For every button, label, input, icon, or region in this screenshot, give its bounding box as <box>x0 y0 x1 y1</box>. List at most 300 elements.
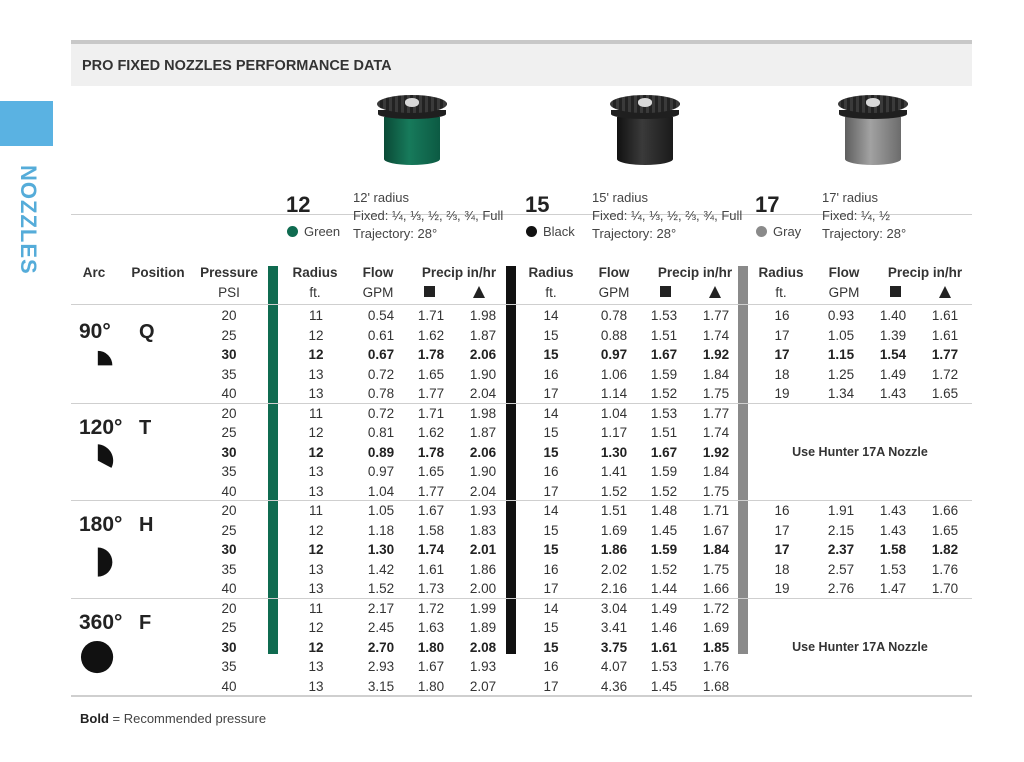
nozzle15-cell: 16 <box>543 464 559 479</box>
header-divider <box>71 304 972 305</box>
nozzle15-cell: 1.76 <box>702 659 730 674</box>
nozzle15-cell: 17 <box>543 678 559 694</box>
nozzle12-cell: 1.83 <box>469 522 497 538</box>
nozzle12-cell: 2.01 <box>469 542 497 557</box>
nozzle12-cell: 2.45 <box>367 620 395 635</box>
nozzle17-cell: 1.43 <box>879 503 907 518</box>
black-nozzle-image <box>610 95 680 167</box>
nozzle15-cell: 1.30 <box>600 444 628 460</box>
nozzle15-cell: 1.44 <box>650 581 678 596</box>
nozzle12-cell: 1.98 <box>469 308 497 323</box>
pressure-psi-cell: 30 <box>221 444 237 460</box>
nozzle15-cell: 1.67 <box>650 347 678 362</box>
nozzle12-cell: 12 <box>308 327 324 343</box>
nozzle12-cell: 0.81 <box>367 425 395 440</box>
pressure-psi-cell: 40 <box>221 483 237 499</box>
nozzle17-cell: 2.76 <box>827 581 855 596</box>
nozzle15-cell: 17 <box>543 386 559 401</box>
square-spacing-icon <box>424 286 435 297</box>
nozzle12-cell: 1.71 <box>417 405 445 421</box>
nozzle17-cell: 1.39 <box>879 327 907 343</box>
square-spacing-icon <box>660 286 671 297</box>
title-bar <box>71 40 972 86</box>
model-color-label <box>756 224 801 239</box>
model-color-name: Green <box>304 224 341 239</box>
model-fixed: Fixed: ¼, ⅓, ½, ⅔, ¾, Full <box>592 208 743 223</box>
nozzle12-cell: 12 <box>308 347 324 362</box>
pressure-psi-cell: 20 <box>221 600 237 616</box>
pressure-header: Pressure <box>200 265 258 280</box>
color-dot-icon <box>526 226 537 237</box>
nozzle15-cell: 1.92 <box>702 444 730 460</box>
nozzle12-cell: 13 <box>308 464 324 479</box>
nozzle15-cell: 1.52 <box>650 386 678 401</box>
nozzle17-cell: 19 <box>774 581 790 596</box>
nozzle12-cell: 11 <box>308 405 323 421</box>
half-circle-icon <box>96 545 116 586</box>
nozzle15-cell: 1.92 <box>702 347 730 362</box>
nozzle12-cell: 12 <box>308 425 324 440</box>
nozzle15-cell: 1.51 <box>600 503 628 518</box>
radius-unit: ft. <box>545 285 557 300</box>
nozzle12-cell: 13 <box>308 386 324 401</box>
nozzle15-cell: 1.84 <box>702 464 730 479</box>
pressure-psi-cell: 40 <box>221 386 237 401</box>
pressure-psi-cell: 30 <box>221 542 237 557</box>
nozzle12-cell: 1.62 <box>417 425 445 440</box>
position-label: H <box>139 514 154 536</box>
pressure-psi-cell: 35 <box>221 561 237 577</box>
nozzle12-cell: 13 <box>308 678 324 694</box>
nozzle12-cell: 0.72 <box>367 366 395 382</box>
table-bottom-rule <box>71 695 972 697</box>
nozzle17-cell: 16 <box>774 308 790 323</box>
position-label: T <box>139 417 152 439</box>
nozzle17-cell: 1.05 <box>827 327 855 343</box>
pressure-psi-cell: 30 <box>221 639 237 655</box>
pressure-psi-cell: 20 <box>221 308 237 323</box>
nozzle15-cell: 15 <box>543 620 559 635</box>
nozzle12-cell: 2.70 <box>367 639 395 655</box>
precip-header: Precip in/hr <box>421 265 497 280</box>
nozzle15-cell: 1.45 <box>650 522 678 538</box>
radius-unit: ft. <box>775 285 787 300</box>
nozzle12-cell: 1.18 <box>367 522 395 538</box>
nozzle17-cell: 0.93 <box>827 308 855 323</box>
model-color-name: Black <box>543 224 575 239</box>
nozzle15-cell: 14 <box>543 308 559 323</box>
nozzle15-cell: 3.41 <box>600 620 628 635</box>
nozzle15-cell: 17 <box>543 483 559 499</box>
nozzle12-cell: 2.07 <box>469 678 497 694</box>
nozzle17-cell: 17 <box>774 347 790 362</box>
use-17a-note: Use Hunter 17A Nozzle <box>792 444 928 459</box>
pressure-psi-cell: 25 <box>221 425 237 440</box>
model-radius: 17' radius <box>822 190 878 205</box>
nozzle15-cell: 1.84 <box>702 542 730 557</box>
nozzle15-cell: 3.04 <box>600 600 628 616</box>
radius-header: Radius <box>528 265 574 280</box>
model-trajectory: Trajectory: 28° <box>353 226 438 241</box>
nozzle15-cell: 15 <box>543 444 559 460</box>
nozzle12-cell: 1.67 <box>417 503 445 518</box>
nozzle17-cell: 1.91 <box>827 503 855 518</box>
nozzle15-cell: 2.02 <box>600 561 628 577</box>
model-fixed: Fixed: ¼, ½ <box>822 208 890 223</box>
model-number: 12 <box>286 192 311 217</box>
triangle-spacing-icon <box>939 286 951 298</box>
model-color-label <box>526 224 575 239</box>
nozzle17-cell: 19 <box>774 386 790 401</box>
nozzle12-cell: 1.05 <box>367 503 395 518</box>
nozzle12-cell: 12 <box>308 444 324 460</box>
nozzle15-cell: 1.66 <box>702 581 730 596</box>
green-column-bar <box>268 266 278 654</box>
nozzle15-cell: 1.51 <box>650 425 678 440</box>
nozzle12-cell: 1.86 <box>469 561 497 577</box>
nozzle12-cell: 2.00 <box>469 581 497 596</box>
footnote-bold: Bold <box>80 711 109 726</box>
nozzle17-cell: 17 <box>774 522 790 538</box>
nozzle17-cell: 2.37 <box>827 542 855 557</box>
precip-header: Precip in/hr <box>887 265 963 280</box>
position-label: F <box>139 612 152 634</box>
nozzle15-cell: 16 <box>543 366 559 382</box>
green-nozzle-image <box>377 95 447 167</box>
model-color-label <box>287 224 340 239</box>
nozzle12-cell: 11 <box>308 600 323 616</box>
nozzle17-cell: 1.54 <box>879 347 907 362</box>
nozzle15-cell: 1.67 <box>702 522 730 538</box>
flow-unit: GPM <box>598 285 630 300</box>
nozzle12-cell: 1.65 <box>417 366 445 382</box>
nozzle12-cell: 12 <box>308 522 324 538</box>
nozzle12-cell: 1.42 <box>367 561 395 577</box>
nozzle15-cell: 14 <box>543 405 559 421</box>
nozzle12-cell: 1.63 <box>417 620 445 635</box>
nozzle17-cell: 1.15 <box>827 347 855 362</box>
nozzle15-cell: 1.86 <box>600 542 628 557</box>
nozzle15-cell: 4.07 <box>600 659 628 674</box>
nozzle12-cell: 13 <box>308 561 324 577</box>
pressure-psi-cell: 25 <box>221 620 237 635</box>
nozzle15-cell: 15 <box>543 425 559 440</box>
nozzle12-cell: 1.78 <box>417 444 445 460</box>
nozzle15-cell: 1.75 <box>702 561 730 577</box>
nozzle12-cell: 0.89 <box>367 444 395 460</box>
nozzle12-cell: 1.61 <box>417 561 445 577</box>
nozzle15-cell: 1.04 <box>600 405 628 421</box>
arc-header: Arc <box>82 265 106 280</box>
nozzle12-cell: 1.90 <box>469 464 497 479</box>
nozzle12-cell: 0.67 <box>367 347 395 362</box>
nozzle15-cell: 1.61 <box>650 639 678 655</box>
nozzle12-cell: 1.77 <box>417 483 445 499</box>
nozzle17-cell: 2.15 <box>827 522 855 538</box>
radius-header: Radius <box>292 265 338 280</box>
footnote-text: = Recommended pressure <box>108 711 267 726</box>
nozzle15-cell: 1.74 <box>702 327 730 343</box>
nozzle12-cell: 0.97 <box>367 464 395 479</box>
nozzle15-cell: 1.45 <box>650 678 678 694</box>
nozzle17-cell: 17 <box>774 327 790 343</box>
gray-column-bar <box>738 266 748 654</box>
nozzle15-cell: 1.72 <box>702 600 730 616</box>
nozzle12-cell: 3.15 <box>367 678 395 694</box>
black-column-bar <box>506 266 516 654</box>
triangle-spacing-icon <box>709 286 721 298</box>
nozzle15-cell: 17 <box>543 581 559 596</box>
nozzle17-cell: 18 <box>774 366 790 382</box>
use-17a-note: Use Hunter 17A Nozzle <box>792 639 928 654</box>
nozzle15-cell: 1.17 <box>600 425 628 440</box>
nozzle17-cell: 1.77 <box>931 347 959 362</box>
nozzle12-cell: 1.80 <box>417 639 445 655</box>
nozzle17-cell: 1.61 <box>931 327 959 343</box>
nozzle17-cell: 16 <box>774 503 790 518</box>
nozzle15-cell: 1.14 <box>600 386 628 401</box>
flow-unit: GPM <box>828 285 860 300</box>
nozzle15-cell: 1.75 <box>702 386 730 401</box>
nozzle15-cell: 1.53 <box>650 405 678 421</box>
nozzle17-cell: 1.66 <box>931 503 959 518</box>
nozzle12-cell: 1.89 <box>469 620 497 635</box>
nozzle12-cell: 2.04 <box>469 483 497 499</box>
nozzle15-cell: 1.67 <box>650 444 678 460</box>
arc-label: 90° <box>79 320 111 343</box>
nozzle15-cell: 1.53 <box>650 659 678 674</box>
nozzle15-cell: 1.41 <box>600 464 628 479</box>
nozzle12-cell: 11 <box>308 308 323 323</box>
model-number: 15 <box>525 192 550 217</box>
nozzle12-cell: 13 <box>308 659 324 674</box>
nozzle12-cell: 2.08 <box>469 639 497 655</box>
nozzle12-cell: 1.30 <box>367 542 395 557</box>
nozzle15-cell: 1.84 <box>702 366 730 382</box>
nozzle12-cell: 12 <box>308 542 324 557</box>
model-fixed: Fixed: ¼, ⅓, ½, ⅔, ¾, Full <box>353 208 504 223</box>
nozzle15-cell: 4.36 <box>600 678 628 694</box>
nozzle15-cell: 1.69 <box>600 522 628 538</box>
nozzle15-cell: 1.52 <box>600 483 628 499</box>
nozzle12-cell: 1.87 <box>469 327 497 343</box>
nozzle17-cell: 1.43 <box>879 386 907 401</box>
flow-header: Flow <box>362 265 394 280</box>
radius-unit: ft. <box>309 285 321 300</box>
nozzle17-cell: 1.65 <box>931 522 959 538</box>
pressure-psi-cell: 40 <box>221 581 237 596</box>
nozzle15-cell: 1.59 <box>650 366 678 382</box>
nozzle12-cell: 1.93 <box>469 659 497 674</box>
pressure-psi-cell: 40 <box>221 678 237 694</box>
nozzle12-cell: 1.04 <box>367 483 395 499</box>
nozzle17-cell: 18 <box>774 561 790 577</box>
nozzle17-cell: 1.47 <box>879 581 907 596</box>
nozzle12-cell: 2.17 <box>367 600 395 616</box>
model-radius: 12' radius <box>353 190 409 205</box>
nozzle17-cell: 1.61 <box>931 308 959 323</box>
nozzle15-cell: 14 <box>543 503 559 518</box>
nozzle12-cell: 2.06 <box>469 347 497 362</box>
color-dot-icon <box>756 226 767 237</box>
side-tab-marker <box>0 101 53 146</box>
nozzle15-cell: 16 <box>543 659 559 674</box>
color-dot-icon <box>287 226 298 237</box>
nozzle12-cell: 1.87 <box>469 425 497 440</box>
nozzle12-cell: 1.77 <box>417 386 445 401</box>
model-radius: 15' radius <box>592 190 648 205</box>
model-color-name: Gray <box>773 224 802 239</box>
nozzle17-cell: 1.34 <box>827 386 855 401</box>
nozzle12-cell: 12 <box>308 639 324 655</box>
nozzle15-cell: 1.59 <box>650 542 678 557</box>
nozzle15-cell: 1.74 <box>702 425 730 440</box>
nozzle12-cell: 0.54 <box>367 308 395 323</box>
nozzle17-cell: 1.43 <box>879 522 907 538</box>
pressure-psi-cell: 20 <box>221 503 237 518</box>
nozzle15-cell: 2.16 <box>600 581 628 596</box>
nozzle17-cell: 1.82 <box>931 542 959 557</box>
nozzle15-cell: 1.51 <box>650 327 678 343</box>
nozzle15-cell: 1.69 <box>702 620 730 635</box>
nozzle17-cell: 1.70 <box>931 581 959 596</box>
pressure-psi-cell: 25 <box>221 522 237 538</box>
position-label: Q <box>139 321 155 343</box>
nozzle17-cell: 1.65 <box>931 386 959 401</box>
nozzle12-cell: 1.65 <box>417 464 445 479</box>
nozzle15-cell: 1.77 <box>702 308 730 323</box>
nozzle15-cell: 1.52 <box>650 561 678 577</box>
nozzle12-cell: 1.67 <box>417 659 445 674</box>
pressure-psi-cell: 20 <box>221 405 237 421</box>
flow-header: Flow <box>828 265 860 280</box>
quarter-circle-icon <box>96 349 116 374</box>
pressure-psi-cell: 35 <box>221 464 237 479</box>
nozzle15-cell: 15 <box>543 542 559 557</box>
psi-header: PSI <box>218 285 240 300</box>
nozzle17-cell: 1.40 <box>879 308 907 323</box>
precip-header: Precip in/hr <box>657 265 733 280</box>
section-label: NOZZLES <box>16 165 41 275</box>
nozzle12-cell: 12 <box>308 620 324 635</box>
model-specs <box>592 189 742 243</box>
nozzle12-cell: 1.80 <box>417 678 445 694</box>
square-spacing-icon <box>890 286 901 297</box>
position-header: Position <box>131 265 185 280</box>
nozzle12-cell: 1.74 <box>417 542 445 557</box>
nozzle17-cell: 2.57 <box>827 561 855 577</box>
nozzle15-cell: 14 <box>543 600 559 616</box>
nozzle12-cell: 1.98 <box>469 405 497 421</box>
nozzle17-cell: 1.72 <box>931 366 959 382</box>
arc-label: 120° <box>79 416 123 439</box>
nozzle12-cell: 1.78 <box>417 347 445 362</box>
nozzle12-cell: 1.73 <box>417 581 445 596</box>
nozzle15-cell: 15 <box>543 347 559 362</box>
model-specs <box>353 189 503 243</box>
nozzle15-cell: 1.75 <box>702 483 730 499</box>
nozzle12-cell: 1.71 <box>417 308 445 323</box>
nozzle12-cell: 2.04 <box>469 386 497 401</box>
arc-label: 180° <box>79 513 123 536</box>
nozzle15-cell: 1.49 <box>650 600 678 616</box>
group-divider <box>71 403 972 404</box>
nozzle17-cell: 1.53 <box>879 561 907 577</box>
nozzle15-cell: 3.75 <box>600 639 628 655</box>
nozzle12-cell: 0.61 <box>367 327 395 343</box>
gray-nozzle-image <box>838 95 908 167</box>
nozzle12-cell: 0.72 <box>367 405 395 421</box>
model-number: 17 <box>755 192 780 217</box>
flow-header: Flow <box>598 265 630 280</box>
nozzle15-cell: 1.85 <box>702 639 730 655</box>
flow-unit: GPM <box>362 285 394 300</box>
nozzle12-cell: 1.93 <box>469 503 497 518</box>
pressure-psi-cell: 35 <box>221 366 237 382</box>
pressure-psi-cell: 35 <box>221 659 237 674</box>
nozzle12-cell: 1.90 <box>469 366 497 382</box>
nozzle17-cell: 1.25 <box>827 366 855 382</box>
radius-header: Radius <box>758 265 804 280</box>
nozzle15-cell: 1.59 <box>650 464 678 479</box>
model-trajectory: Trajectory: 28° <box>822 226 907 241</box>
nozzle17-cell: 1.49 <box>879 366 907 382</box>
nozzle12-cell: 11 <box>308 503 323 518</box>
nozzle15-cell: 15 <box>543 522 559 538</box>
page-title: PRO FIXED NOZZLES PERFORMANCE DATA <box>82 58 392 74</box>
nozzle15-cell: 1.77 <box>702 405 730 421</box>
full-circle-icon <box>80 640 116 681</box>
footnote <box>80 711 266 726</box>
pressure-psi-cell: 25 <box>221 327 237 343</box>
nozzle15-cell: 15 <box>543 639 559 655</box>
nozzle12-cell: 2.06 <box>469 444 497 460</box>
nozzle15-cell: 16 <box>543 561 559 577</box>
nozzle12-cell: 2.93 <box>367 659 395 674</box>
nozzle12-cell: 1.52 <box>367 581 395 596</box>
pressure-psi-cell: 30 <box>221 347 237 362</box>
nozzle15-cell: 0.78 <box>600 308 628 323</box>
nozzle15-cell: 15 <box>543 327 559 343</box>
nozzle17-cell: 1.58 <box>879 542 907 557</box>
nozzle15-cell: 0.88 <box>600 327 628 343</box>
nozzle15-cell: 1.06 <box>600 366 628 382</box>
nozzle12-cell: 1.62 <box>417 327 445 343</box>
nozzle12-cell: 1.72 <box>417 600 445 616</box>
nozzle12-cell: 13 <box>308 483 324 499</box>
nozzle12-cell: 0.78 <box>367 386 395 401</box>
nozzle17-cell: 17 <box>774 542 790 557</box>
third-circle-icon <box>96 442 116 477</box>
arc-label: 360° <box>79 611 123 634</box>
nozzle12-cell: 13 <box>308 581 324 596</box>
nozzle12-cell: 1.99 <box>469 600 497 616</box>
nozzle15-cell: 1.52 <box>650 483 678 499</box>
nozzle12-cell: 1.58 <box>417 522 445 538</box>
nozzle15-cell: 1.46 <box>650 620 678 635</box>
nozzle15-cell: 1.53 <box>650 308 678 323</box>
model-specs <box>822 189 906 243</box>
group-divider <box>71 598 972 599</box>
model-trajectory: Trajectory: 28° <box>592 226 677 241</box>
nozzle15-cell: 1.71 <box>702 503 730 518</box>
nozzle15-cell: 0.97 <box>600 347 628 362</box>
nozzle17-cell: 1.76 <box>931 561 959 577</box>
nozzle15-cell: 1.68 <box>702 678 730 694</box>
nozzle12-cell: 13 <box>308 366 324 382</box>
triangle-spacing-icon <box>473 286 485 298</box>
nozzle15-cell: 1.48 <box>650 503 678 518</box>
